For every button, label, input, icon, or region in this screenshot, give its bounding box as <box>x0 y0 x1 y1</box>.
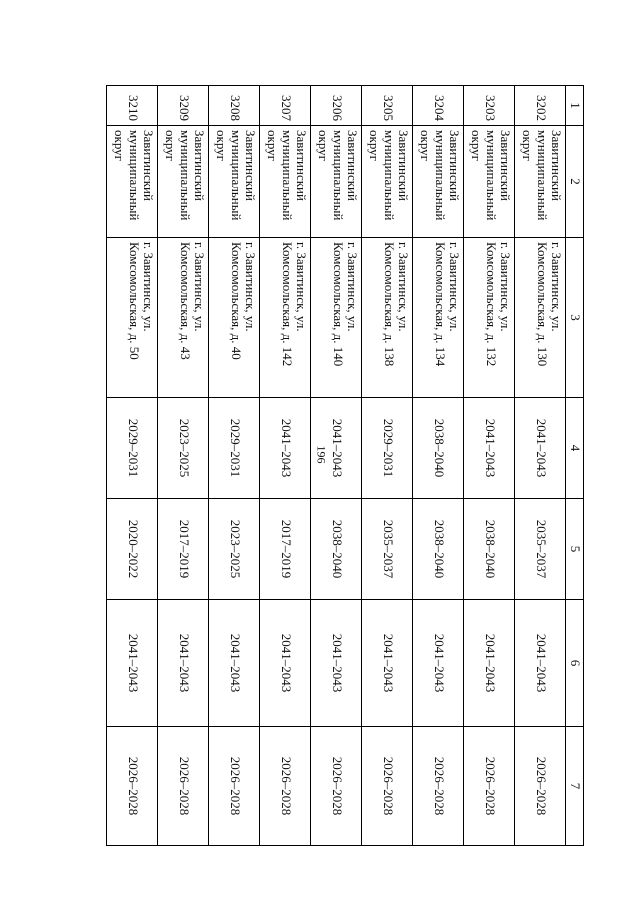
table-row <box>413 86 464 846</box>
period-col4-cell: 2029–2031 <box>362 398 413 499</box>
column-header: 1 <box>566 86 584 126</box>
period-col6-cell: 2041–2043 <box>311 600 362 727</box>
period-col5-cell: 2035–2037 <box>515 499 566 600</box>
row-number-cell: 3210 <box>107 86 158 126</box>
address-cell: г. Завитинск, ул. Комсомольская, д. 142 <box>260 238 311 398</box>
table-row <box>158 86 209 846</box>
period-col5-cell: 2023–2025 <box>209 499 260 600</box>
district-cell: Завитинский муниципальный округ <box>107 126 158 238</box>
period-col7-cell: 2026–2028 <box>362 727 413 846</box>
district-cell: Завитинский муниципальный округ <box>311 126 362 238</box>
period-col4-cell: 2029–2031 <box>107 398 158 499</box>
period-col5-cell: 2038–2040 <box>413 499 464 600</box>
period-col6-cell: 2041–2043 <box>260 600 311 727</box>
district-cell: Завитинский муниципальный округ <box>464 126 515 238</box>
period-col5-cell: 2035–2037 <box>362 499 413 600</box>
row-number-cell: 3207 <box>260 86 311 126</box>
period-col6-cell: 2041–2043 <box>107 600 158 727</box>
period-col7-cell: 2026–2028 <box>158 727 209 846</box>
address-cell: г. Завитинск, ул. Комсомольская, д. 138 <box>362 238 413 398</box>
page-number: 196 <box>314 445 329 464</box>
data-table <box>107 85 585 846</box>
period-col7-cell: 2026–2028 <box>311 727 362 846</box>
district-cell: Завитинский муниципальный округ <box>362 126 413 238</box>
period-col7-cell: 2026–2028 <box>260 727 311 846</box>
table-row <box>362 86 413 846</box>
table-header-row <box>566 86 584 846</box>
period-col7-cell: 2026–2028 <box>413 727 464 846</box>
column-header: 5 <box>566 499 584 600</box>
address-cell: г. Завитинск, ул. Комсомольская, д. 132 <box>464 238 515 398</box>
row-number-cell: 3209 <box>158 86 209 126</box>
period-col4-cell: 2038–2040 <box>413 398 464 499</box>
period-col6-cell: 2041–2043 <box>158 600 209 727</box>
period-col7-cell: 2026–2028 <box>464 727 515 846</box>
address-cell: г. Завитинск, ул. Комсомольская, д. 40 <box>209 238 260 398</box>
period-col6-cell: 2041–2043 <box>413 600 464 727</box>
address-cell: г. Завитинск, ул. Комсомольская, д. 130 <box>515 238 566 398</box>
district-cell: Завитинский муниципальный округ <box>515 126 566 238</box>
table-row <box>209 86 260 846</box>
column-header: 6 <box>566 600 584 727</box>
column-header: 3 <box>566 238 584 398</box>
address-cell: г. Завитинск, ул. Комсомольская, д. 140 <box>311 238 362 398</box>
period-col5-cell: 2038–2040 <box>464 499 515 600</box>
period-col5-cell: 2017–2019 <box>260 499 311 600</box>
row-number-cell: 3203 <box>464 86 515 126</box>
period-col7-cell: 2026–2028 <box>107 727 158 846</box>
period-col4-cell: 2041–2043 <box>515 398 566 499</box>
column-header: 4 <box>566 398 584 499</box>
table-row <box>311 86 362 846</box>
table-row <box>107 86 158 846</box>
column-header: 2 <box>566 126 584 238</box>
period-col7-cell: 2026–2028 <box>209 727 260 846</box>
period-col4-cell: 2041–2043 <box>311 398 362 499</box>
period-col6-cell: 2041–2043 <box>515 600 566 727</box>
period-col7-cell: 2026–2028 <box>515 727 566 846</box>
period-col4-cell: 2041–2043 <box>464 398 515 499</box>
period-col4-cell: 2023–2025 <box>158 398 209 499</box>
district-cell: Завитинский муниципальный округ <box>260 126 311 238</box>
period-col6-cell: 2041–2043 <box>209 600 260 727</box>
rotated-table-container <box>112 85 584 845</box>
row-number-cell: 3206 <box>311 86 362 126</box>
period-col6-cell: 2041–2043 <box>464 600 515 727</box>
district-cell: Завитинский муниципальный округ <box>158 126 209 238</box>
address-cell: г. Завитинск, ул. Комсомольская, д. 43 <box>158 238 209 398</box>
address-cell: г. Завитинск, ул. Комсомольская, д. 50 <box>107 238 158 398</box>
period-col6-cell: 2041–2043 <box>362 600 413 727</box>
address-cell: г. Завитинск, ул. Комсомольская, д. 134 <box>413 238 464 398</box>
period-col5-cell: 2017–2019 <box>158 499 209 600</box>
row-number-cell: 3202 <box>515 86 566 126</box>
column-header: 7 <box>566 727 584 846</box>
table-row <box>515 86 566 846</box>
table-body <box>107 86 566 846</box>
district-cell: Завитинский муниципальный округ <box>413 126 464 238</box>
table-row <box>260 86 311 846</box>
period-col4-cell: 2029–2031 <box>209 398 260 499</box>
table-row <box>464 86 515 846</box>
period-col4-cell: 2041–2043 <box>260 398 311 499</box>
period-col5-cell: 2020–2022 <box>107 499 158 600</box>
row-number-cell: 3204 <box>413 86 464 126</box>
row-number-cell: 3205 <box>362 86 413 126</box>
row-number-cell: 3208 <box>209 86 260 126</box>
period-col5-cell: 2038–2040 <box>311 499 362 600</box>
district-cell: Завитинский муниципальный округ <box>209 126 260 238</box>
